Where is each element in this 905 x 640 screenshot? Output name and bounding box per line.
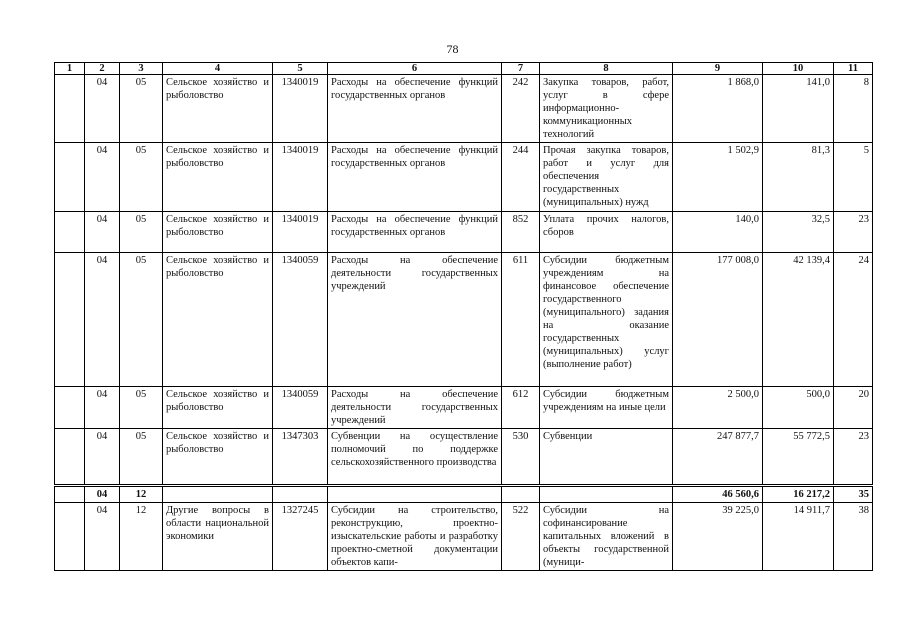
column-header: 6 xyxy=(328,63,502,75)
cell-target-code: 1327245 xyxy=(273,503,328,571)
cell-target-name xyxy=(328,486,502,503)
cell-target-name: Расходы на обеспечение функций государственных органов xyxy=(328,212,502,253)
cell-section: 04 xyxy=(85,143,120,212)
cell-target-name: Расходы на обеспечение деятельности государственных учреждений xyxy=(328,387,502,429)
cell-col11: 5 xyxy=(834,143,873,212)
cell-subsection: 05 xyxy=(120,387,163,429)
cell-expense-name: Субсидии бюджетным учреждениям на иные цели xyxy=(540,387,673,429)
cell-expense-code: 611 xyxy=(502,253,540,387)
cell-expense-code: 530 xyxy=(502,429,540,486)
cell-subsection: 05 xyxy=(120,429,163,486)
cell-expense-code: 612 xyxy=(502,387,540,429)
cell-target-name: Расходы на обеспечение функций государственных органов xyxy=(328,75,502,143)
cell-col10: 16 217,2 xyxy=(763,486,834,503)
cell-target-code: 1340019 xyxy=(273,143,328,212)
cell-section-name: Сельское хозяйство и рыболовство xyxy=(163,75,273,143)
budget-table xyxy=(54,62,873,571)
cell-expense-code: 522 xyxy=(502,503,540,571)
cell-target-code: 1340019 xyxy=(273,212,328,253)
cell-col1 xyxy=(55,486,85,503)
cell-subsection: 05 xyxy=(120,143,163,212)
column-header: 1 xyxy=(55,63,85,75)
cell-section: 04 xyxy=(85,486,120,503)
cell-col11: 35 xyxy=(834,486,873,503)
cell-col9: 1 868,0 xyxy=(673,75,763,143)
cell-expense-code xyxy=(502,486,540,503)
page-number: 78 xyxy=(446,42,459,56)
cell-col1 xyxy=(55,75,85,143)
cell-col1 xyxy=(55,212,85,253)
cell-target-name: Расходы на обеспечение деятельности государственных учреждений xyxy=(328,253,502,387)
cell-col9: 247 877,7 xyxy=(673,429,763,486)
cell-section: 04 xyxy=(85,429,120,486)
cell-col9: 1 502,9 xyxy=(673,143,763,212)
cell-col1 xyxy=(55,503,85,571)
cell-col11: 23 xyxy=(834,212,873,253)
cell-col1 xyxy=(55,143,85,212)
column-header: 9 xyxy=(673,63,763,75)
cell-expense-name: Субсидии на софинансирование капитальных вложений в объекты государственной (муници- xyxy=(540,503,673,571)
cell-section: 04 xyxy=(85,212,120,253)
cell-section-name: Сельское хозяйство и рыболовство xyxy=(163,253,273,387)
table-row xyxy=(55,429,873,486)
cell-col10: 55 772,5 xyxy=(763,429,834,486)
cell-expense-code: 852 xyxy=(502,212,540,253)
cell-target-code xyxy=(273,486,328,503)
column-header: 3 xyxy=(120,63,163,75)
cell-subsection: 05 xyxy=(120,253,163,387)
cell-col9: 46 560,6 xyxy=(673,486,763,503)
cell-section-name: Другие вопросы в области национальной экономики xyxy=(163,503,273,571)
cell-subsection: 05 xyxy=(120,212,163,253)
cell-expense-code: 244 xyxy=(502,143,540,212)
cell-target-code: 1347303 xyxy=(273,429,328,486)
column-header: 11 xyxy=(834,63,873,75)
cell-target-code: 1340059 xyxy=(273,387,328,429)
column-header: 5 xyxy=(273,63,328,75)
cell-col10: 42 139,4 xyxy=(763,253,834,387)
cell-expense-name: Субвенции xyxy=(540,429,673,486)
cell-section-name: Сельское хозяйство и рыболовство xyxy=(163,143,273,212)
cell-target-name: Расходы на обеспечение функций государственных органов xyxy=(328,143,502,212)
cell-section-name xyxy=(163,486,273,503)
cell-subsection: 05 xyxy=(120,75,163,143)
header-row xyxy=(55,63,873,75)
cell-col9: 140,0 xyxy=(673,212,763,253)
cell-expense-name: Прочая закупка товаров, работ и услуг для обеспечения государственных (муниципальных) нужд xyxy=(540,143,673,212)
cell-target-code: 1340019 xyxy=(273,75,328,143)
table-row xyxy=(55,212,873,253)
cell-target-name: Субсидии на строительство, реконструкцию, проектно-изыскательские работы и разработку проектно-сметной документации объектов капи- xyxy=(328,503,502,571)
cell-expense-name: Субсидии бюджетным учреждениям на финансовое обеспечение государственного (муниципального) задания на оказание государственных (муниципальных) услуг (выполнение работ) xyxy=(540,253,673,387)
column-header: 8 xyxy=(540,63,673,75)
cell-col10: 32,5 xyxy=(763,212,834,253)
table-row xyxy=(55,387,873,429)
cell-col11: 8 xyxy=(834,75,873,143)
cell-section: 04 xyxy=(85,75,120,143)
cell-target-name: Субвенции на осуществление полномочий по поддержке сельскохозяйственного производства xyxy=(328,429,502,486)
cell-col9: 39 225,0 xyxy=(673,503,763,571)
table-row xyxy=(55,143,873,212)
cell-subsection: 12 xyxy=(120,503,163,571)
cell-target-code: 1340059 xyxy=(273,253,328,387)
table-row xyxy=(55,253,873,387)
cell-col10: 14 911,7 xyxy=(763,503,834,571)
cell-section-name: Сельское хозяйство и рыболовство xyxy=(163,429,273,486)
cell-col11: 20 xyxy=(834,387,873,429)
cell-section: 04 xyxy=(85,503,120,571)
column-header: 4 xyxy=(163,63,273,75)
cell-col10: 141,0 xyxy=(763,75,834,143)
table-row xyxy=(55,75,873,143)
column-header: 10 xyxy=(763,63,834,75)
cell-col11: 23 xyxy=(834,429,873,486)
cell-col11: 24 xyxy=(834,253,873,387)
cell-section: 04 xyxy=(85,387,120,429)
subtotal-row xyxy=(55,486,873,503)
cell-col10: 500,0 xyxy=(763,387,834,429)
cell-section-name: Сельское хозяйство и рыболовство xyxy=(163,212,273,253)
cell-col1 xyxy=(55,429,85,486)
cell-col9: 2 500,0 xyxy=(673,387,763,429)
column-header: 2 xyxy=(85,63,120,75)
cell-subsection: 12 xyxy=(120,486,163,503)
cell-col10: 81,3 xyxy=(763,143,834,212)
cell-expense-name: Закупка товаров, работ, услуг в сфере информационно-коммуникационных технологий xyxy=(540,75,673,143)
cell-expense-code: 242 xyxy=(502,75,540,143)
cell-expense-name: Уплата прочих налогов, сборов xyxy=(540,212,673,253)
cell-col11: 38 xyxy=(834,503,873,571)
cell-expense-name xyxy=(540,486,673,503)
cell-col1 xyxy=(55,387,85,429)
table-row xyxy=(55,503,873,571)
cell-col9: 177 008,0 xyxy=(673,253,763,387)
column-header: 7 xyxy=(502,63,540,75)
cell-col1 xyxy=(55,253,85,387)
cell-section-name: Сельское хозяйство и рыболовство xyxy=(163,387,273,429)
cell-section: 04 xyxy=(85,253,120,387)
